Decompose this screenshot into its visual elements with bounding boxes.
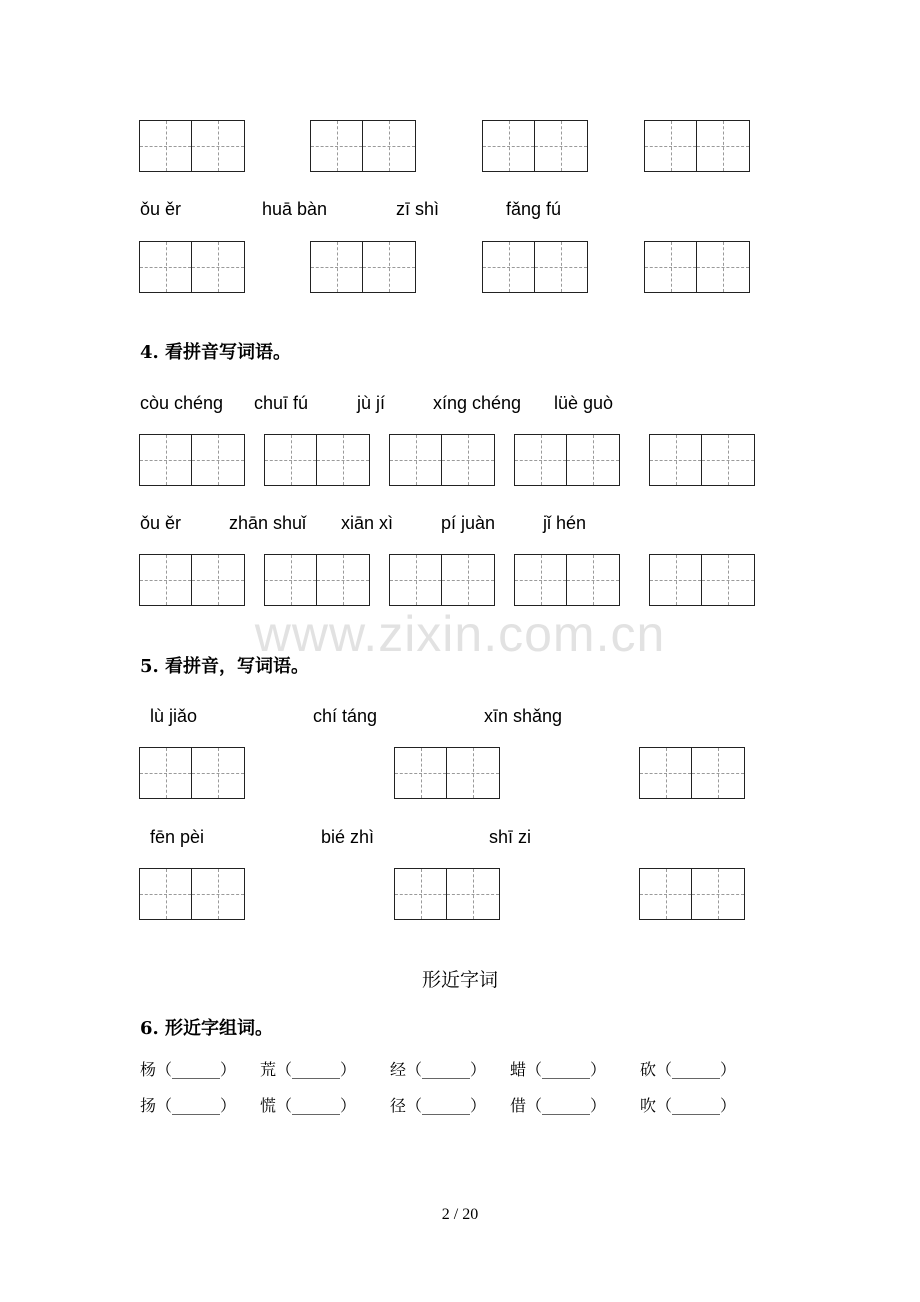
pinyin-word: zī shì: [396, 199, 440, 219]
pinyin-word: chuī fú: [254, 393, 309, 413]
writing-grid: [482, 241, 588, 293]
word-blank: 径（______）: [390, 1096, 487, 1115]
word-blank: 扬（______）: [140, 1096, 237, 1115]
pinyin-word: còu chéng: [140, 393, 224, 413]
watermark: www.zixin.com.cn: [254, 606, 666, 662]
writing-grid: [310, 241, 416, 293]
word-blank: 荒（______）: [260, 1060, 357, 1079]
pinyin-word: lüè guò: [554, 393, 614, 413]
writing-grid: [389, 554, 495, 606]
pinyin-word: lù jiǎo: [150, 706, 198, 726]
writing-grid: [649, 554, 755, 606]
pinyin-word: xīn shǎng: [484, 706, 563, 726]
writing-grid: [139, 747, 245, 799]
writing-grid: [264, 434, 370, 486]
writing-grid: [310, 120, 416, 172]
writing-grid: [514, 554, 620, 606]
pinyin-word: ǒu ěr: [140, 513, 182, 533]
pinyin-word: jù jí: [357, 393, 386, 413]
writing-grid: [644, 241, 750, 293]
writing-grid: [644, 120, 750, 172]
pinyin-word: ǒu ěr: [140, 199, 182, 219]
writing-grid: [139, 434, 245, 486]
pinyin-word: xíng chéng: [433, 393, 522, 413]
word-blank: 吹（______）: [640, 1096, 737, 1115]
page-number: 2 / 20: [441, 1206, 479, 1223]
pinyin-word: jǐ hén: [543, 513, 587, 533]
writing-grid: [139, 241, 245, 293]
writing-grid: [394, 868, 500, 920]
word-blank: 借（______）: [510, 1096, 607, 1115]
pinyin-word: fēn pèi: [150, 827, 205, 847]
pinyin-word: fǎng fú: [506, 199, 562, 219]
word-blank: 杨（______）: [140, 1060, 237, 1079]
writing-grid: [514, 434, 620, 486]
section-title: 4. 看拼音写词语。: [140, 342, 292, 363]
writing-grid: [139, 554, 245, 606]
writing-grid: [394, 747, 500, 799]
pinyin-word: huā bàn: [262, 199, 328, 219]
pinyin-word: pí juàn: [441, 513, 496, 533]
word-blank: 砍（______）: [640, 1060, 737, 1079]
writing-grid: [482, 120, 588, 172]
pinyin-word: bié zhì: [321, 827, 375, 847]
section-title: 6. 形近字组词。: [140, 1018, 274, 1039]
pinyin-word: shī zi: [489, 827, 532, 847]
pinyin-word: xiān xì: [341, 513, 394, 533]
writing-grid: [649, 434, 755, 486]
writing-grid: [139, 120, 245, 172]
word-blank: 慌（______）: [260, 1096, 357, 1115]
writing-grid: [139, 868, 245, 920]
pinyin-word: chí táng: [313, 706, 378, 726]
writing-grid: [389, 434, 495, 486]
writing-grid: [639, 868, 745, 920]
pinyin-word: zhān shuǐ: [229, 513, 307, 533]
word-blank: 蜡（______）: [510, 1060, 607, 1079]
page-title: 形近字词: [421, 969, 498, 991]
section-title: 5. 看拼音，写词语。: [140, 656, 310, 677]
writing-grid: [264, 554, 370, 606]
writing-grid: [639, 747, 745, 799]
word-blank: 经（______）: [390, 1060, 487, 1079]
